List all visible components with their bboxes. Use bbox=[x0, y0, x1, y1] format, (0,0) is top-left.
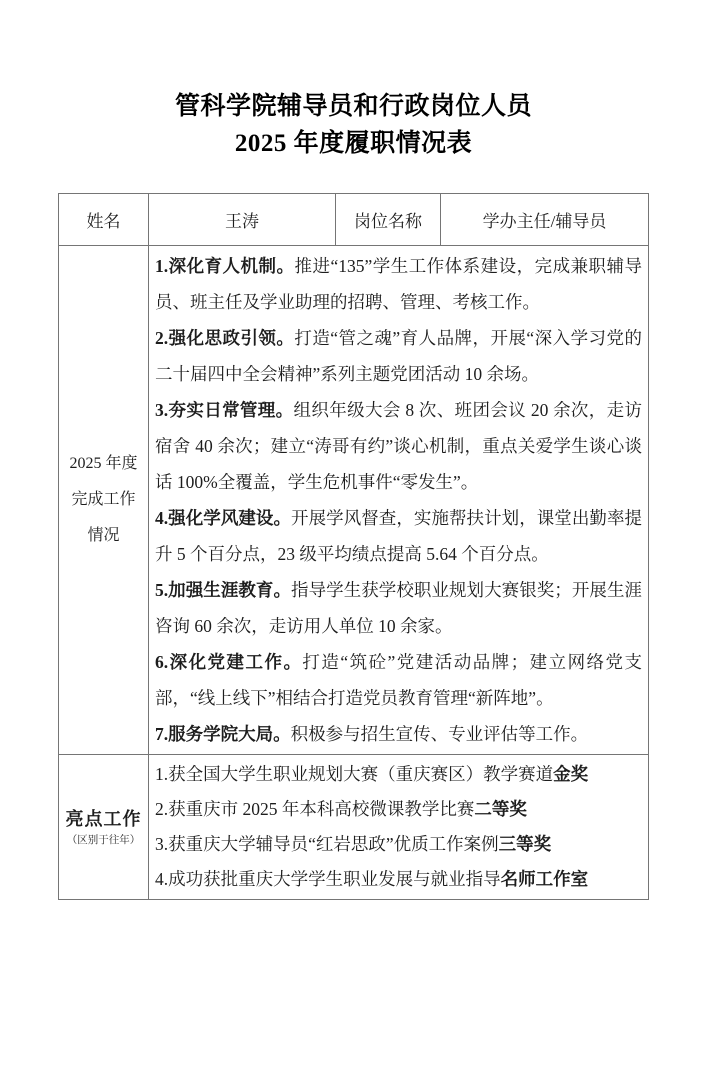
highlight-row-label bbox=[59, 755, 149, 900]
highlight-item bbox=[155, 862, 642, 897]
work-item bbox=[155, 716, 642, 752]
work-item-text: 打造“筑砼”党建活动品牌；建立网络党支部，“线上线下”相结合打造党员教育管理“新阵地”。 bbox=[155, 652, 642, 708]
work-content-cell bbox=[149, 246, 649, 755]
doc-title-line2: 2025 年度履职情况表 bbox=[234, 130, 473, 157]
work-item-lead: 5.加强生涯教育。 bbox=[155, 580, 292, 600]
highlight-item-text: 1.获全国大学生职业规划大赛（重庆赛区）教学赛道 bbox=[155, 764, 554, 784]
work-item-lead: 4.强化学风建设。 bbox=[155, 508, 292, 528]
highlight-item-award: 三等奖 bbox=[498, 834, 552, 854]
highlight-item bbox=[155, 827, 642, 862]
performance-report-page bbox=[0, 88, 707, 1087]
highlight-label-title: 亮点工作 bbox=[65, 808, 142, 829]
work-item-lead: 1.深化育人机制。 bbox=[155, 256, 295, 276]
work-item-lead: 3.夯实日常管理。 bbox=[155, 400, 294, 420]
work-item bbox=[155, 248, 642, 320]
work-item-text: 开展学风督查，实施帮扶计划，课堂出勤率提升 5 个百分点，23 级平均绩点提高 5.64 个百分点。 bbox=[155, 508, 643, 564]
work-item-lead: 2.强化思政引领。 bbox=[155, 328, 295, 348]
highlight-item-award: 二等奖 bbox=[474, 799, 527, 819]
highlight-item bbox=[155, 792, 642, 827]
highlight-label-note: （区别于往年） bbox=[66, 834, 141, 846]
highlight-item-text: 3.获重庆大学辅导员“红岩思政”优质工作案例 bbox=[155, 834, 499, 854]
highlight-item-award: 金奖 bbox=[553, 764, 589, 784]
work-item-lead: 6.深化党建工作。 bbox=[155, 652, 303, 672]
highlight-item bbox=[155, 757, 642, 792]
work-label-line: 完成工作 bbox=[71, 491, 136, 508]
work-item-text: 组织年级大会 8 次、班团会议 20 余次，走访宿舍 40 余次；建立“涛哥有约”谈心机制，重点关爱学生谈心谈话 100%全覆盖，学生危机事件“零发生”。 bbox=[155, 400, 643, 492]
work-item-text: 积极参与招生宣传、专业评估等工作。 bbox=[290, 724, 589, 744]
highlight-item-award: 名师工作室 bbox=[500, 869, 589, 889]
position-label: 岗位名称 bbox=[336, 194, 441, 246]
work-item bbox=[155, 572, 642, 644]
work-item-text: 推进“135”学生工作体系建设，完成兼职辅导员、班主任及学业助理的招聘、管理、考核工作。 bbox=[155, 256, 642, 312]
report-table bbox=[58, 193, 649, 900]
work-label-line: 情况 bbox=[87, 527, 120, 544]
work-item bbox=[155, 392, 642, 500]
work-item bbox=[155, 320, 642, 392]
work-item bbox=[155, 500, 642, 572]
doc-title bbox=[0, 88, 707, 162]
highlight-row bbox=[59, 755, 649, 900]
name-label: 姓名 bbox=[59, 194, 149, 246]
highlight-item-text: 2.获重庆市 2025 年本科高校微课教学比赛 bbox=[155, 799, 475, 819]
doc-title-line1: 管科学院辅导员和行政岗位人员 bbox=[174, 93, 532, 120]
name-value: 王涛 bbox=[149, 194, 336, 246]
work-item-text: 打造“管之魂”育人品牌，开展“深入学习党的二十届四中全会精神”系列主题党团活动 10 余场。 bbox=[155, 328, 642, 384]
work-row bbox=[59, 246, 649, 755]
position-value: 学办主任/辅导员 bbox=[441, 194, 649, 246]
highlight-item-text: 4.成功获批重庆大学学生职业发展与就业指导 bbox=[155, 869, 501, 889]
info-row bbox=[59, 194, 649, 246]
work-row-label bbox=[59, 246, 149, 755]
work-item-lead: 7.服务学院大局。 bbox=[155, 724, 291, 744]
work-item bbox=[155, 644, 642, 716]
work-item-text: 指导学生获学校职业规划大赛银奖；开展生涯咨询 60 余次，走访用人单位 10 余家。 bbox=[155, 580, 643, 636]
work-label-line: 2025 年度 bbox=[69, 455, 138, 472]
highlight-content-cell bbox=[149, 755, 649, 900]
